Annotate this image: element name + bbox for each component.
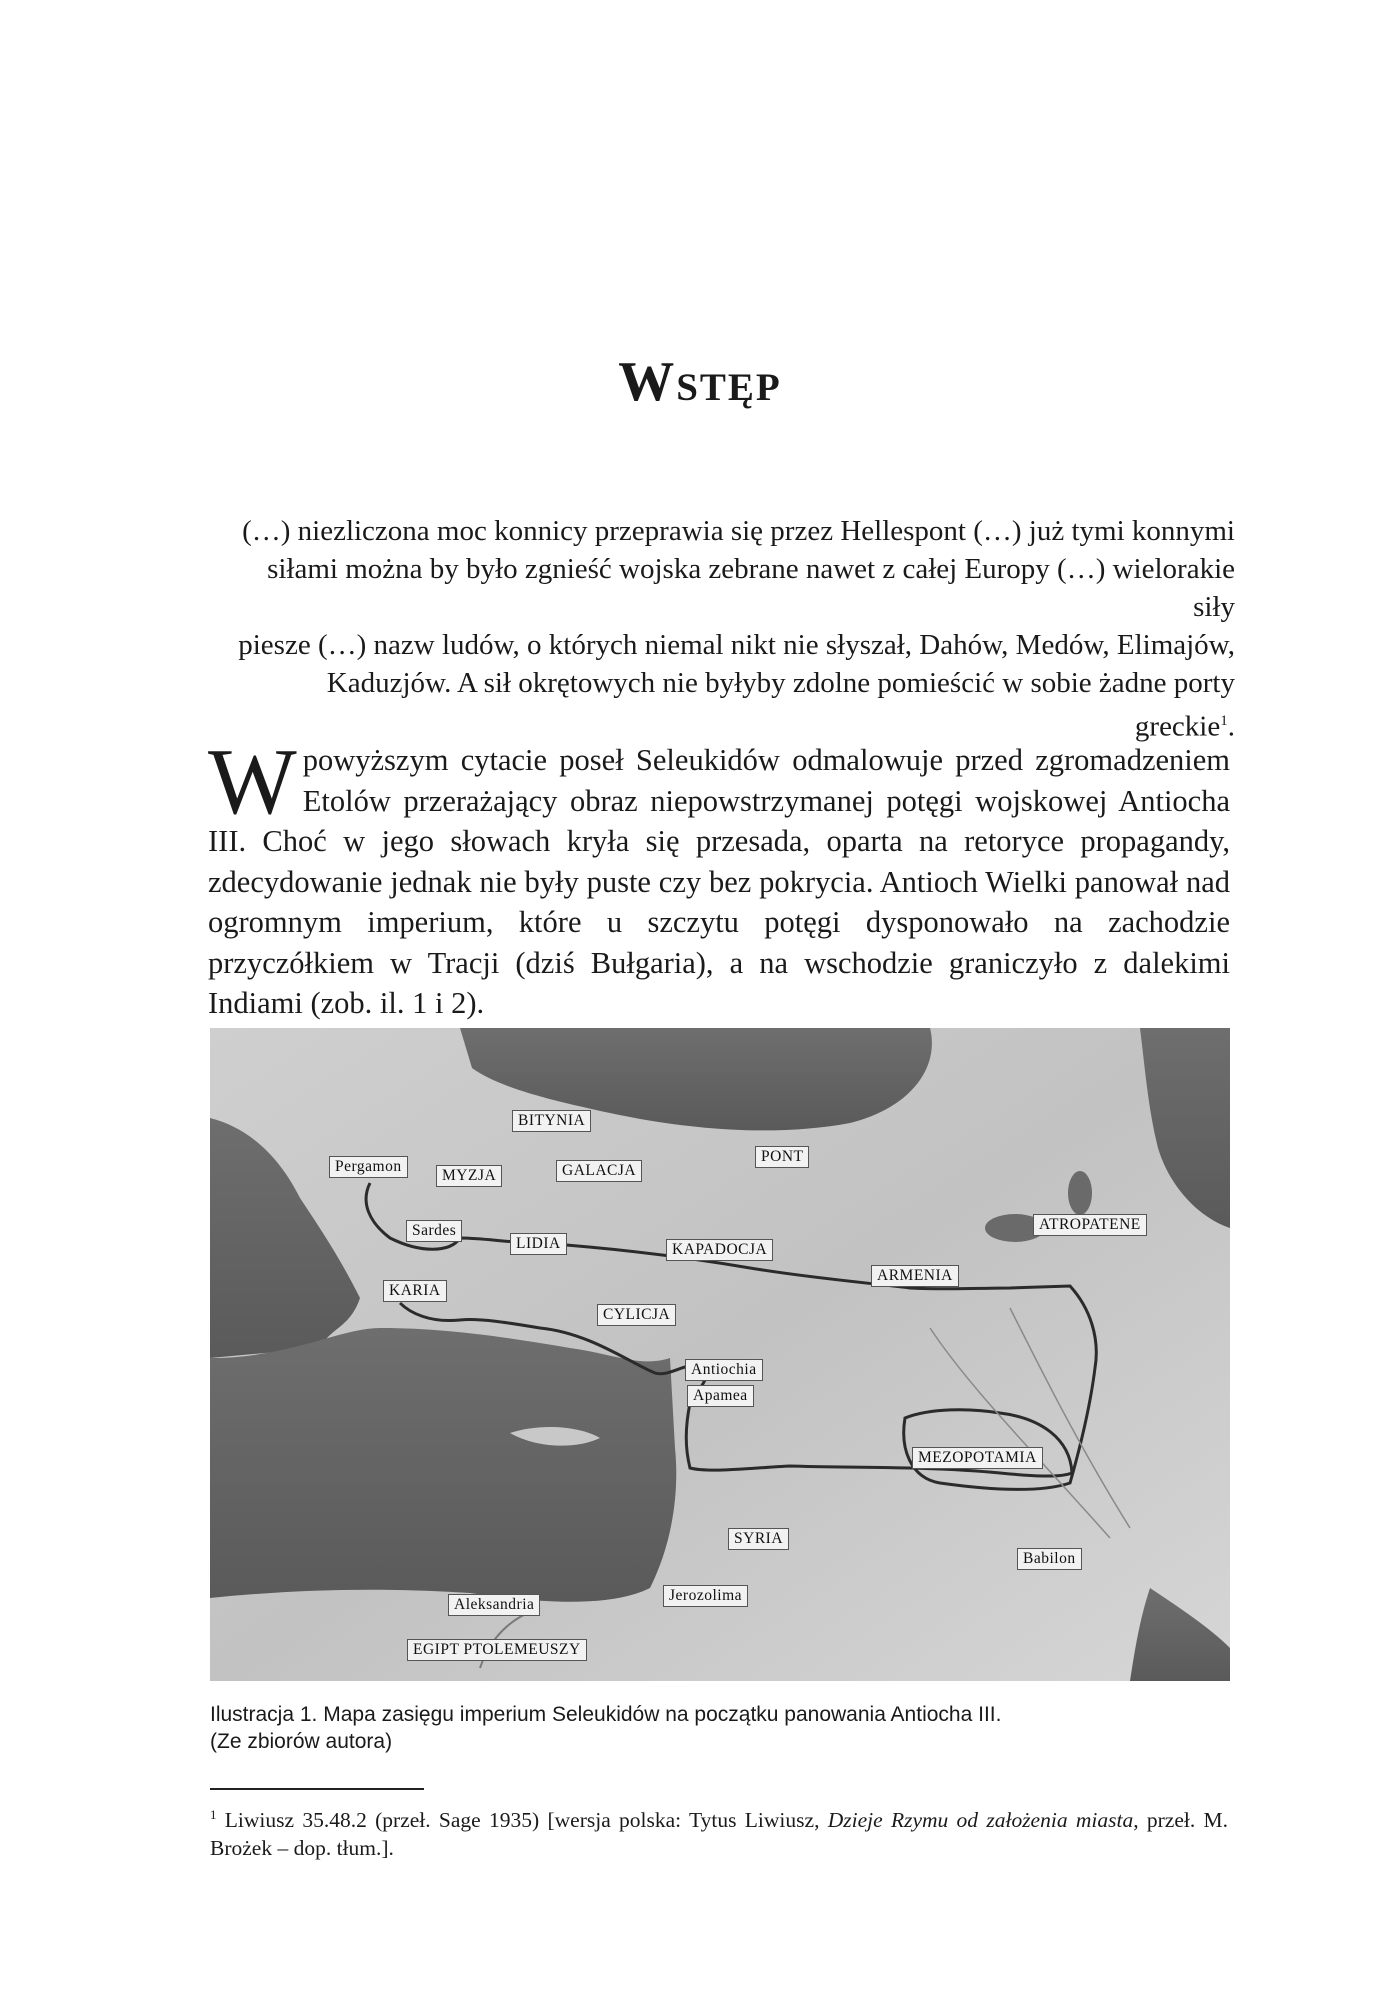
map-label-myzja: MYZJA — [436, 1165, 502, 1187]
map-label-lidia: LIDIA — [510, 1233, 567, 1255]
lake-urmia — [1068, 1171, 1092, 1215]
chapter-title: Wstęp — [618, 351, 782, 413]
map-label-syria: SYRIA — [728, 1528, 789, 1550]
footnote-text-end: , przeł. M. Brożek – dop. tłum.]. — [210, 1808, 1229, 1861]
map-label-kapadocja: KAPADOCJA — [666, 1239, 773, 1261]
map-label-cylicja: CYLICJA — [597, 1304, 676, 1326]
footnote-separator — [210, 1788, 424, 1790]
footnote — [210, 1801, 1228, 1862]
epigraph-line: (…) niezliczona moc konnicy przeprawia się przez Hellespont (…) już tymi konnymi — [242, 515, 1235, 547]
map-label-bitynia: BITYNIA — [512, 1110, 591, 1132]
caption-line: Ilustracja 1. Mapa zasięgu imperium Seleukidów na początku panowania Antiocha III. — [210, 1703, 1002, 1726]
map-label-mezopotamia: MEZOPOTAMIA — [912, 1447, 1043, 1469]
epigraph-quote — [225, 512, 1235, 746]
figure-caption — [210, 1701, 1230, 1755]
map-label-sardes: Sardes — [406, 1220, 462, 1242]
map-label-galacja: GALACJA — [556, 1160, 642, 1182]
map-label-armenia: ARMENIA — [871, 1265, 959, 1287]
footnote-text: Liwiusz 35.48.2 (przeł. Sage 1935) [wersja polska: Tytus Liwiusz, — [224, 1808, 828, 1833]
map-terrain — [210, 1028, 1230, 1681]
epigraph-end-punctuation: . — [1227, 710, 1235, 743]
map-label-aleksandria: Aleksandria — [448, 1594, 540, 1616]
seleucid-empire-map — [210, 1028, 1230, 1681]
map-label-jerozolima: Jerozolima — [663, 1585, 748, 1607]
map-label-antiochia: Antiochia — [685, 1359, 763, 1381]
drop-cap: W — [208, 730, 297, 834]
map-label-egipt: EGIPT PTOLEMEUSZY — [407, 1639, 587, 1661]
epigraph-line: Kaduzjów. A sił okrętowych nie byłyby zdolne pomieścić w sobie żadne porty greckie — [326, 667, 1235, 743]
mediterranean-sea — [210, 1328, 676, 1602]
map-label-pont: PONT — [755, 1146, 809, 1168]
map-label-karia: KARIA — [383, 1280, 447, 1302]
map-label-atropatene: ATROPATENE — [1033, 1214, 1147, 1236]
map-label-apamea: Apamea — [687, 1385, 754, 1407]
map-label-babilon: Babilon — [1017, 1548, 1082, 1570]
footnote-italic-title: Dzieje Rzymu od założenia miasta — [827, 1808, 1134, 1833]
footnote-reference: 1 — [1220, 713, 1228, 729]
body-paragraph — [208, 730, 1230, 1024]
footnote-number: 1 — [210, 1807, 217, 1822]
epigraph-line: siłami można by było zgnieść wojska zebrane nawet z całej Europy (…) wielorakie siły — [267, 553, 1235, 623]
body-paragraph-text: powyższym cytacie poseł Seleukidów odmalowuje przed zgromadzeniem Etolów przerażający obraz niepowstrzymanej potęgi wojskowej Antiocha III. Choć w jego słowach kryła się przesada, oparta na retoryce propagandy, zdecydowanie jednak nie były puste czy bez pokrycia. Antioch Wielki panował nad ogromnym imperium, które u szczytu potęgi dysponowało na zachodzie przyczółkiem w Tracji (dziś Bułgaria), a na wschodzie graniczyło z dalekimi Indiami (zob. il. 1 i 2). — [208, 743, 1230, 1020]
caption-line: (Ze zbiorów autora) — [210, 1730, 393, 1753]
epigraph-line: piesze (…) nazw ludów, o których niemal nikt nie słyszał, Dahów, Medów, Elimajów, — [238, 629, 1235, 661]
map-label-pergamon: Pergamon — [329, 1156, 408, 1178]
